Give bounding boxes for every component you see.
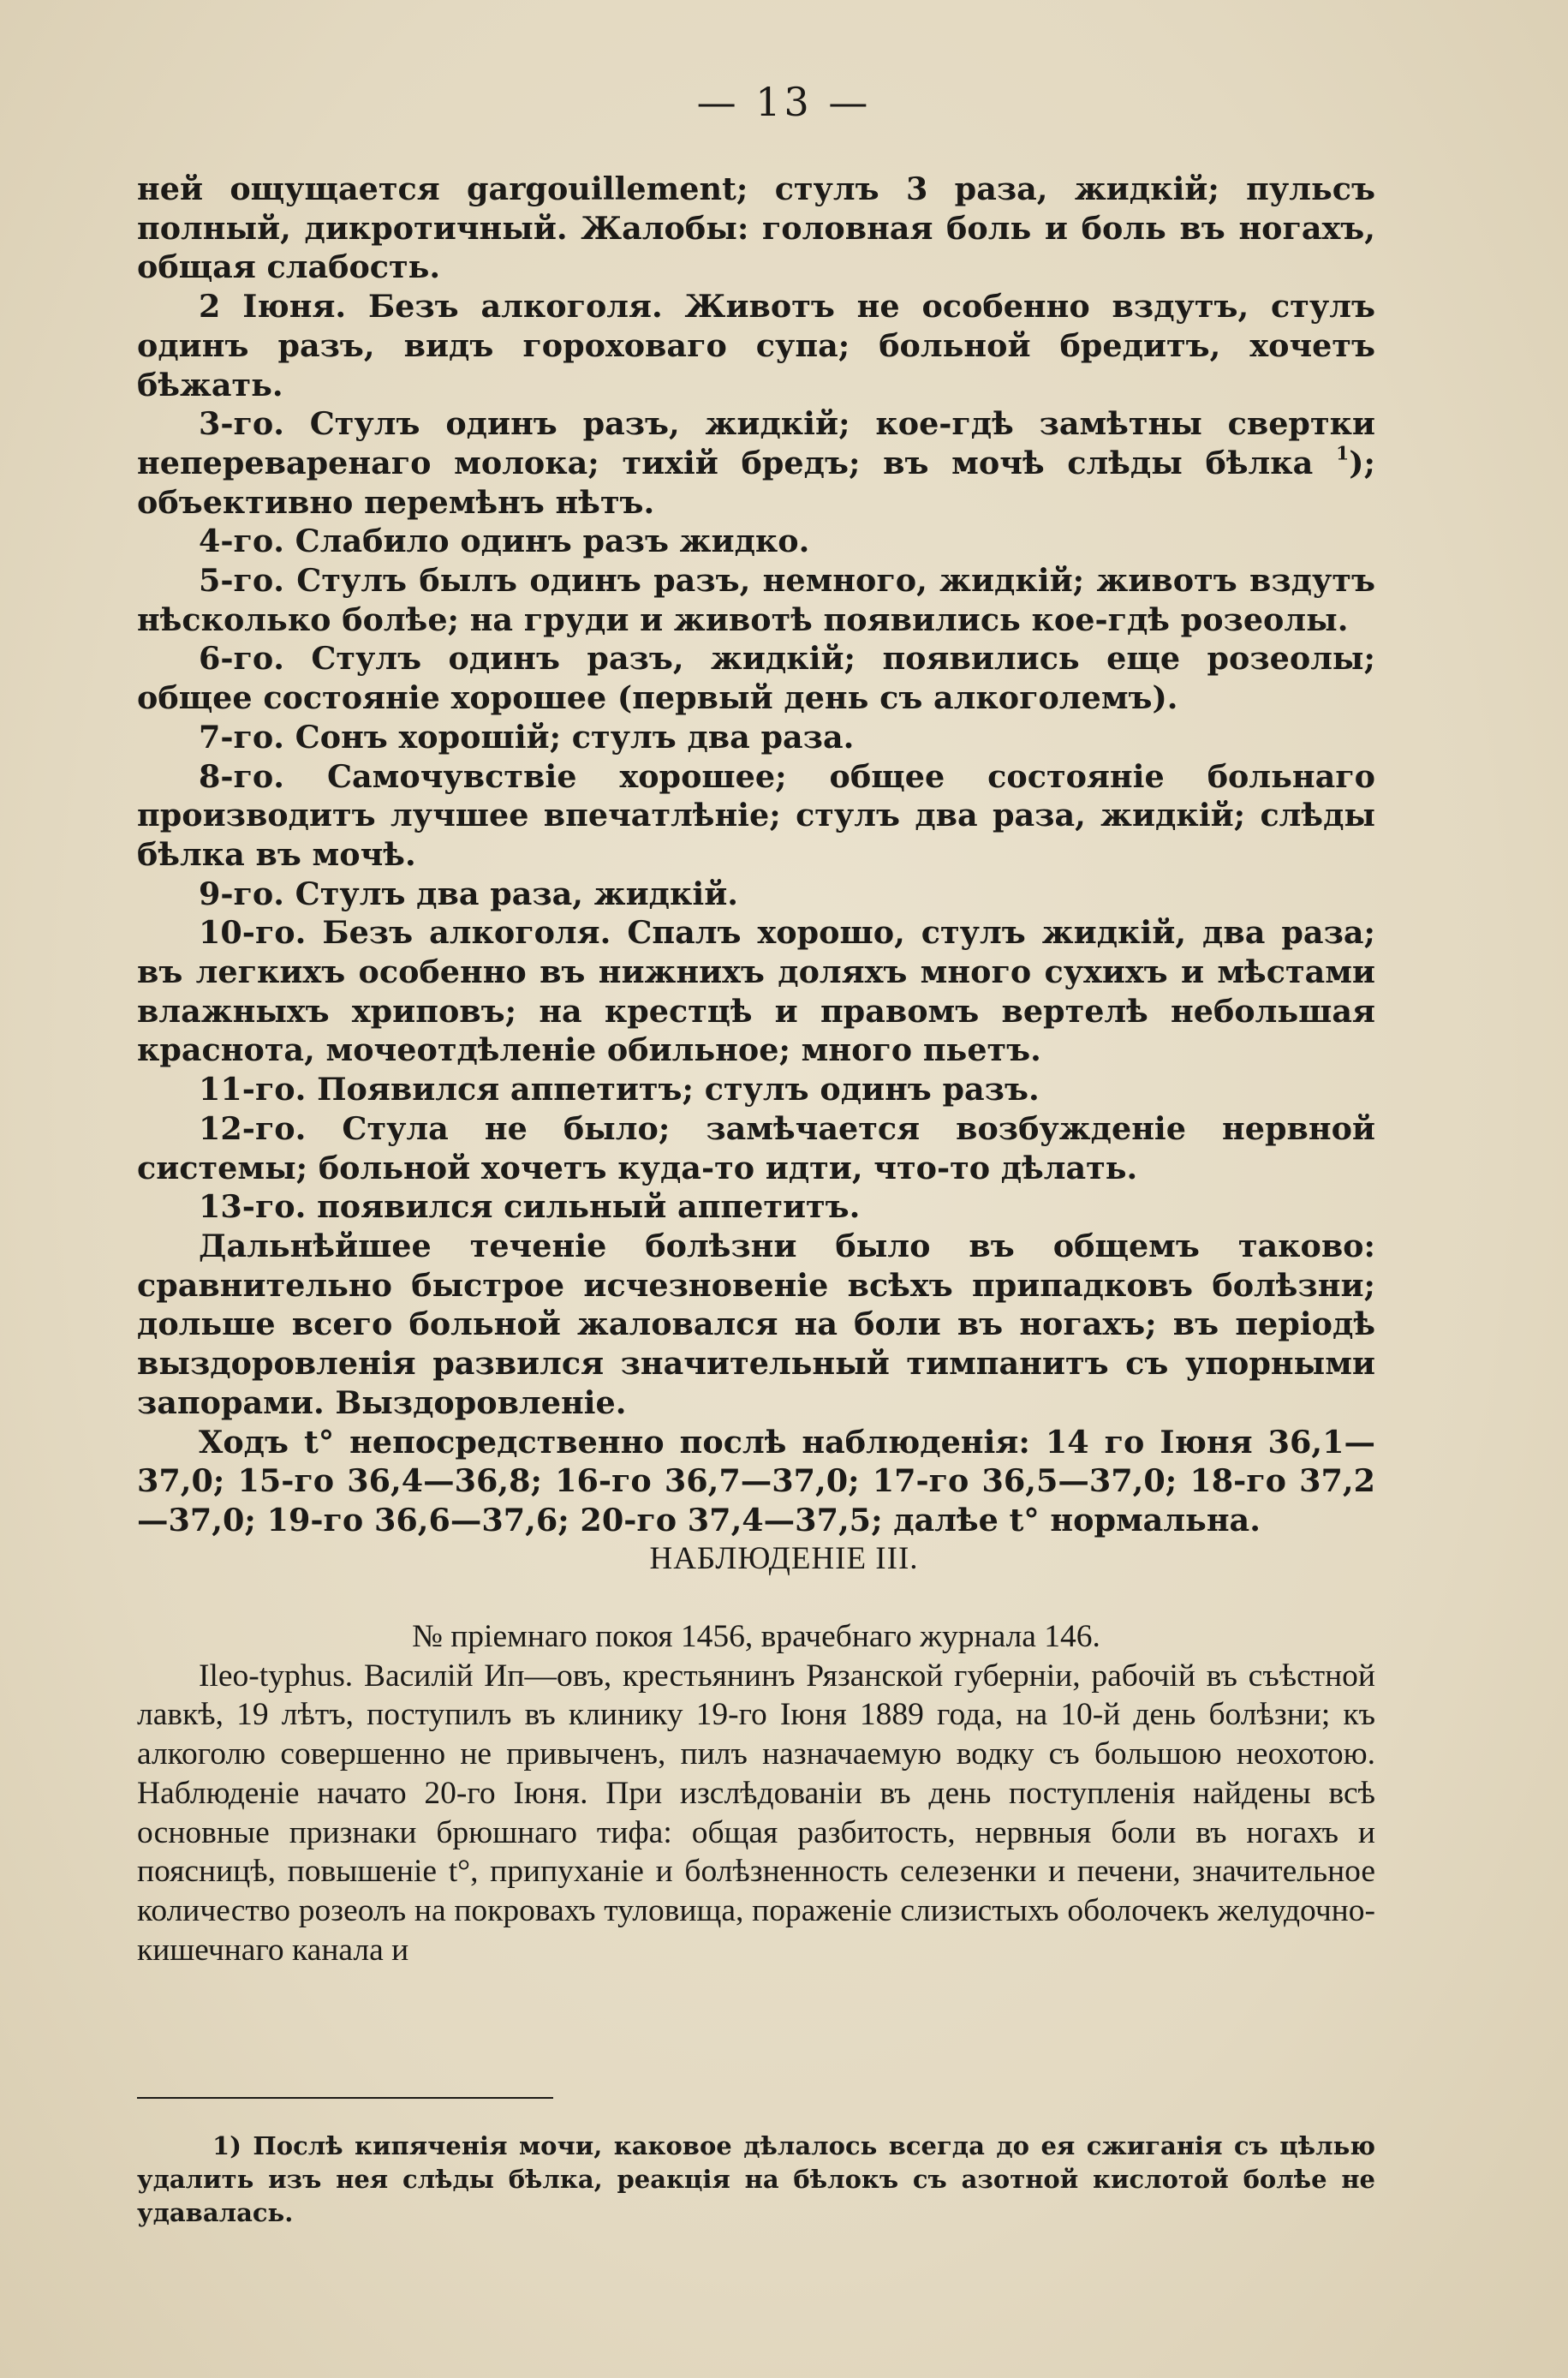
observation-paragraph: Ileo-typhus. Василій Ип—овъ, крестьянинъ Рязанской губерніи, рабочій въ съѣстной лавкѣ, 19 лѣтъ, поступилъ въ клинику 19-го Іюня 1889 года, на 10-й день болѣзни; къ алкоголю совершенно не привыченъ, пилъ назначаемую водку съ большою неохотою. Наблюденіе начато 20-го Іюня. При изслѣдованіи въ день поступленія найдены всѣ основные признаки брюшнаго тифа: общая разбитость, нервныя боли въ ногахъ и поясницѣ, повышеніе t°, припуханіе и болѣзненность селезенки и печени, значительное количество розеолъ на покровахъ туловища, пораженіе слизистыхъ оболочекъ желудочно-кишечнаго канала и [137,1658,1375,1968]
footnote: 1) Послѣ кипяченія мочи, каковое дѣлалось всегда до ея сжиганія съ цѣлью удалить изъ нея слѣды бѣлка, реакція на бѣлокъ съ азотной кислотой болѣе не удавалась. [137,2131,1375,2227]
footnote-reference: 1 [1336,442,1350,465]
record-number-line: № пріемнаго покоя 1456, врачебнаго журнала 146. [412,1619,1100,1654]
entry-day-8: 8-го. Самочувствіе хорошее; общее состояніе больнаго производитъ лучшее впечатлѣніе; стулъ два раза, жидкій; слѣды бѣлка въ мочѣ. [137,757,1375,873]
entry-day-11: 11-го. Появился аппетитъ; стулъ одинъ разъ. [199,1071,1040,1108]
observation-text [137,1617,1375,1969]
course-summary-paragraph: Дальнѣйшее теченіе болѣзни было въ общемъ таково: сравнительно быстрое исчезновеніе всѣхъ припадковъ болѣзни; дольше всего больной жаловался на боли въ ногахъ; въ періодѣ выздоровленія развился значительный тимпанитъ съ упорными запорами. Выздоровленіе. [137,1227,1375,1421]
footnote-divider [137,2097,553,2099]
entry-day-3-tail: ); объективно перемѣнъ нѣтъ. [137,444,1375,521]
entry-day-6: 6-го. Стулъ одинъ разъ, жидкій; появились еще розеолы; общее состояніе хорошее (первый день съ алкоголемъ). [137,640,1375,717]
entry-day-13: 13-го. появился сильный аппетитъ. [199,1188,861,1226]
entry-day-3 [137,404,1375,522]
case-history-text [137,170,1375,1540]
continuation-paragraph: ней ощущается gargouillement; стулъ 3 раза, жидкій; пульсъ полный, дикротичный. Жалобы: головная боль и боль въ ногахъ, общая слабость. [137,170,1375,286]
entry-day-12: 12-го. Стула не было; замѣчается возбужденіе нервной системы; больной хочетъ куда-то идти, что-то дѣлать. [137,1109,1375,1186]
temperature-course-paragraph: Ходъ t° непосредственно послѣ наблюденія: 14 го Іюня 36,1—37,0; 15-го 36,4—36,8; 16-го 36,7—37,0; 17-го 36,5—37,0; 18-го 37,2—37,0; 19-го 36,6—37,6; 20-го 37,4—37,5; далѣе t° нормальна. [137,1423,1375,1539]
footnote-text: Послѣ кипяченія мочи, каковое дѣлалось всегда до ея сжиганія съ цѣлью удалить изъ нея слѣды бѣлка, реакція на бѣлокъ съ азотной кислотой болѣе не удавалась. [137,2131,1375,2227]
entry-june-2: 2 Іюня. Безъ алкоголя. Животъ не особенно вздутъ, стулъ одинъ разъ, видъ гороховаго супа; больной бредитъ, хочетъ бѣжать. [137,288,1375,403]
entry-day-9: 9-го. Стулъ два раза, жидкій. [199,875,738,912]
entry-day-10: 10-го. Безъ алкоголя. Спалъ хорошо, стулъ жидкій, два раза; въ легкихъ особенно въ нижнихъ доляхъ много сухихъ и мѣстами влажныхъ хриповъ; на крестцѣ и правомъ вертелѣ небольшая краснота, мочеотдѣленіе обильное; много пьетъ. [137,914,1375,1069]
section-heading: НАБЛЮДЕНІЕ III. [649,1541,919,1576]
footnote-marker: 1 [212,2131,230,2160]
entry-day-7: 7-го. Сонъ хорошій; стулъ два раза. [199,718,855,756]
page-number: — 13 — [696,79,872,125]
entry-day-5: 5-го. Стулъ былъ одинъ разъ, немного, жидкій; животъ вздутъ нѣсколько болѣе; на груди и животѣ появились кое-гдѣ розеолы. [137,562,1375,638]
entry-day-4: 4-го. Слабило одинъ разъ жидко. [199,523,810,560]
entry-day-3-text: 3-го. Стулъ одинъ разъ, жидкій; кое-гдѣ замѣтны свертки непереваренаго молока; тихій бредъ; въ мочѣ слѣды бѣлка [137,405,1375,481]
